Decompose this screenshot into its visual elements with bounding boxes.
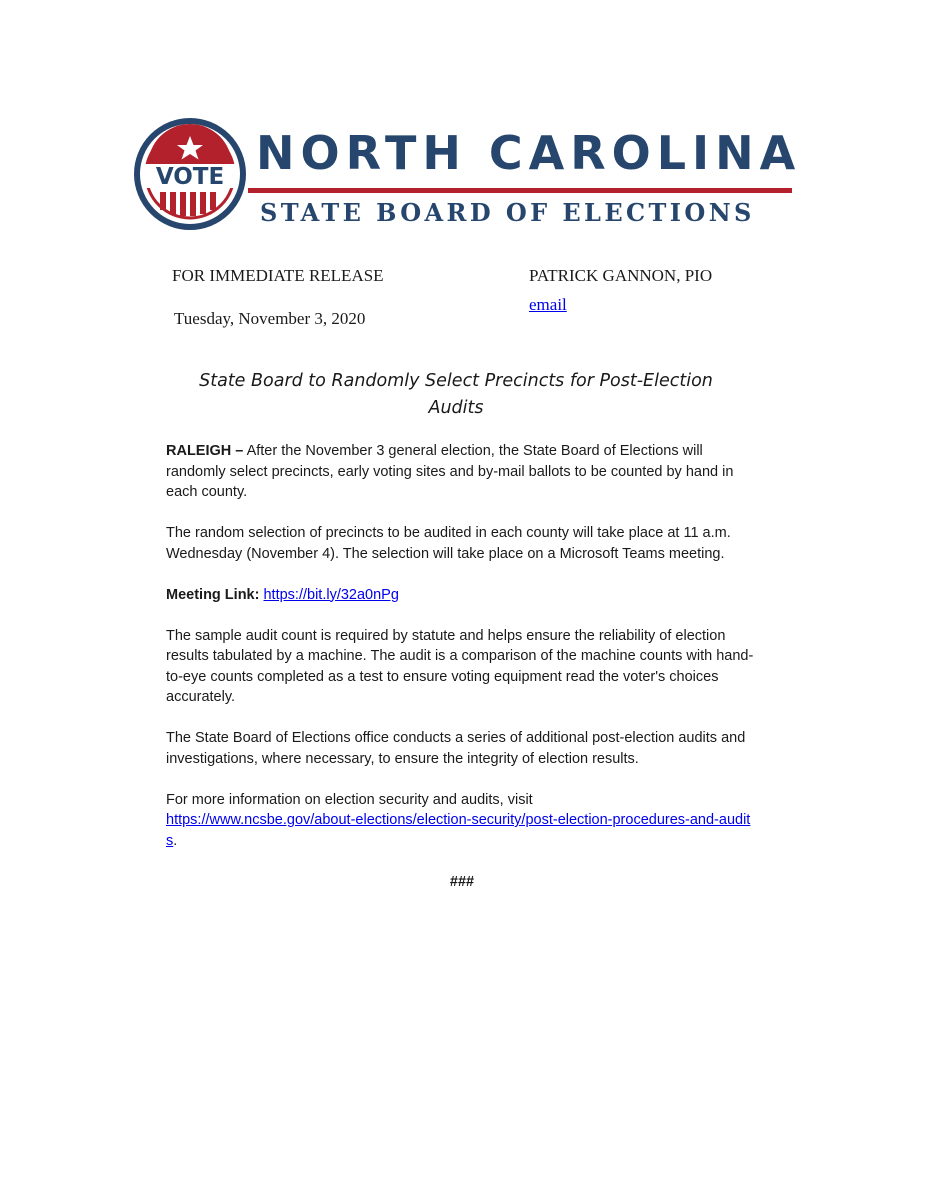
end-mark: ### [449,873,475,890]
contact-email-link[interactable]: email [529,295,567,314]
paragraph-1-text: After the November 3 general election, the State Board of Elections will randomly select precincts, early voting sites and by-mail ballots to be counted by hand in each county. [166,443,734,500]
ncsbe-logo [134,118,802,234]
paragraph-3: The sample audit count is required by statute and helps ensure the reliability of election results tabulated by a machine. The audit is a comparison of the machine counts with hand-to-eye counts completed as a test to ensure voting equipment read the voter's choices accurately. [166,627,754,705]
paragraph-2: The random selection of precincts to be audited in each county will take place at 11 a.m. Wednesday (November 4). The selection will take place on a Microsoft Teams meeting. [166,525,731,562]
logo-divider [248,188,792,193]
info-suffix: . [173,832,178,849]
meeting-link[interactable]: https://bit.ly/32a0nPg [263,586,399,603]
info-link[interactable]: https://www.ncsbe.gov/about-elections/election-security/post-election-procedures-and-audits [166,812,751,849]
headline-line-2: Audits [428,398,484,418]
seal-text: VOTE [155,164,225,190]
release-date: Tuesday, November 3, 2020 [174,309,366,328]
headline [166,368,746,422]
logo-title: NORTH CAROLINA [256,126,802,180]
contact-email-wrap [529,295,567,315]
meeting-link-label: Meeting Link: [166,586,260,603]
contact-name: PATRICK GANNON, PIO [529,266,713,285]
press-release-body [166,441,758,892]
paragraph-1 [166,441,758,503]
vote-seal-icon [134,118,246,230]
headline-line-1: State Board to Randomly Select Precincts for Post-Election [199,371,713,391]
meeting-link-paragraph [166,585,758,606]
release-label: FOR IMMEDIATE RELEASE [172,266,384,285]
paragraph-4: The State Board of Elections office conducts a series of additional post-election audits and investigations, where necessary, to ensure the integrity of election results. [166,730,746,767]
paragraph-5-intro: For more information on election security and audits, visit [166,791,533,808]
paragraph-5 [166,790,758,852]
logo-subtitle: STATE BOARD OF ELECTIONS [260,198,755,227]
dateline: RALEIGH – [166,443,244,459]
